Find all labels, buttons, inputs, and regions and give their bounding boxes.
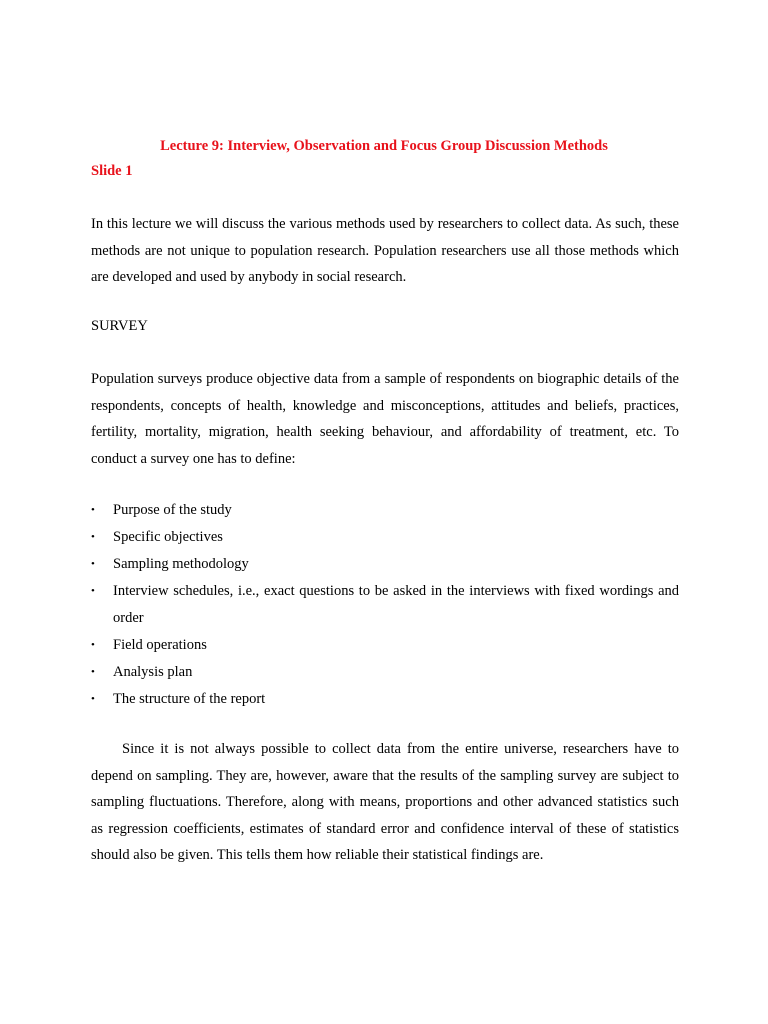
sampling-paragraph: Since it is not always possible to collect data from the entire universe, researchers have to depend on sampling. They are, however, aware that the results of the sampling survey are subject to sampling fluctuations. Therefore, along with means, proportions and other advanced statistics such as regression coefficients, estimates of standard error and confidence interval of these of statistics should also be given. This tells them how reliable their statistical findings are. bbox=[91, 741, 679, 863]
bullet-icon: • bbox=[91, 585, 95, 598]
list-item bbox=[91, 659, 679, 686]
list-item bbox=[91, 551, 679, 578]
list-item-text: Sampling methodology bbox=[113, 556, 249, 573]
list-item bbox=[91, 524, 679, 551]
lecture-title: Lecture 9: Interview, Observation and Focus Group Discussion Methods bbox=[160, 138, 608, 154]
intro-paragraph: In this lecture we will discuss the various methods used by researchers to collect data. As such, these methods are not unique to population research. Population researchers use all those methods which are developed and used by anybody in social research. bbox=[91, 216, 679, 285]
survey-heading: SURVEY bbox=[91, 318, 148, 334]
survey-paragraph: Population surveys produce objective data from a sample of respondents on biographic details of the respondents, concepts of health, knowledge and misconceptions, attitudes and beliefs, practices, fertility, mortality, migration, health seeking behaviour, and affordability of treatment, etc. To conduct a survey one has to define: bbox=[91, 371, 679, 467]
bullet-icon: • bbox=[91, 665, 95, 678]
bullet-icon: • bbox=[91, 504, 95, 516]
list-item bbox=[91, 632, 679, 659]
list-item bbox=[91, 497, 679, 524]
list-item-text: Purpose of the study bbox=[113, 502, 232, 518]
list-item-text: Interview schedules, i.e., exact questions to be asked in the interviews with fixed wordings and order bbox=[113, 583, 679, 626]
bullet-icon: • bbox=[91, 693, 95, 706]
bullet-icon: • bbox=[91, 638, 95, 651]
list-item-text: The structure of the report bbox=[113, 691, 266, 708]
list-item-text: Analysis plan bbox=[113, 663, 193, 680]
survey-definition-list bbox=[91, 497, 679, 713]
bullet-icon: • bbox=[91, 558, 95, 571]
slide-heading: Slide 1 bbox=[91, 163, 133, 179]
list-item-text: Field operations bbox=[113, 636, 207, 653]
list-item-text: Specific objectives bbox=[113, 529, 223, 546]
bullet-icon: • bbox=[91, 531, 95, 544]
list-item bbox=[91, 686, 679, 713]
list-item bbox=[91, 578, 679, 631]
